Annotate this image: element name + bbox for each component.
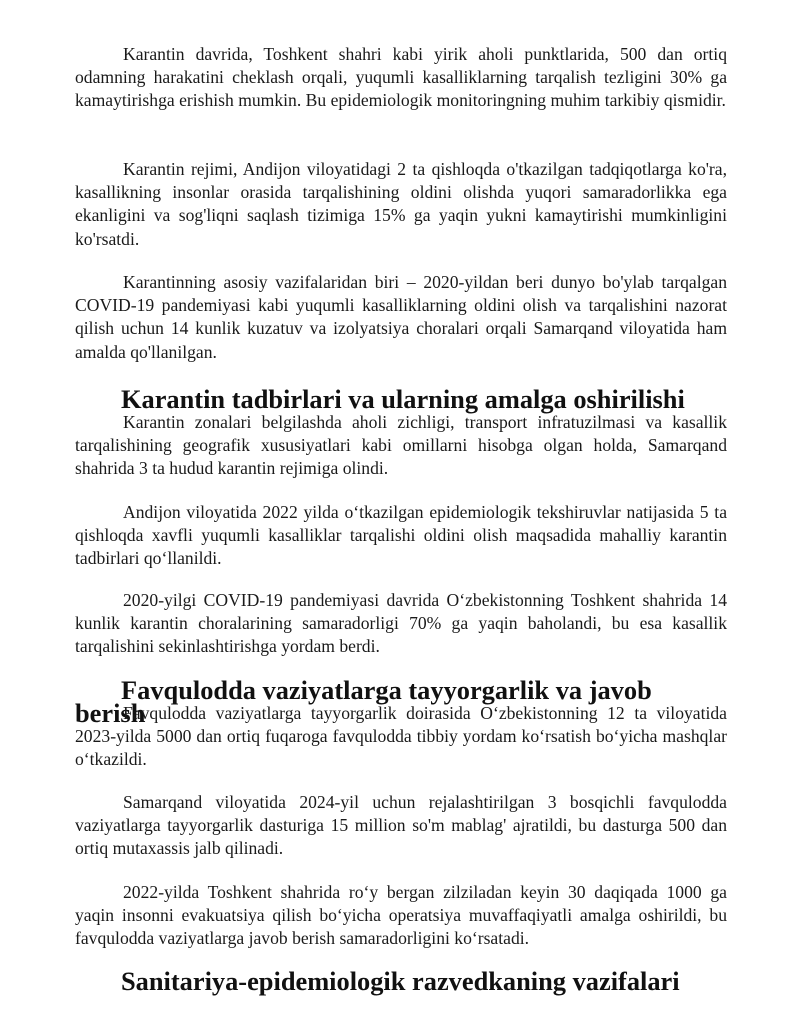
- paragraph-quarantine-covid-samarkand: Karantinning asosiy vazifalaridan biri – 2020-yildan beri dunyo bo'ylab tarqalgan COVID-19 pandemiyasi kabi yuqumli kasalliklarning oldini olish va tarqalishini nazorat qilish uchun 14 kunlik kuzatuv va izolyatsiya choralari orqali Samarqand viloyatida ham amalda qo'llanilgan.: [75, 272, 727, 362]
- paragraph-quarantine-andijan-research: Karantin rejimi, Andijon viloyatidagi 2 ta qishloqda o'tkazilgan tadqiqotlarga ko'ra, kasallikning insonlar orasida tarqalishining oldini olishda yuqori samaradorlikka ega ekanligini va sog'liqni saqlash tizimiga 15% ga yaqin yukni kamaytirishi mumkinligini ko'rsatdi.: [75, 159, 727, 249]
- paragraph-samarkand-program: Samarqand viloyatida 2024-yil uchun rejalashtirilgan 3 bosqichli favqulodda vaziyatlarga tayyorgarlik dasturiga 15 million so'm mablag' ajratildi, bu dasturga 500 dan ortiq mutaxassis jalb qilinadi.: [75, 792, 727, 859]
- paragraph-covid-tashkent: 2020-yilgi COVID-19 pandemiyasi davrida O‘zbekistonning Toshkent shahrida 14 kunlik karantin choralarining samaradorligi 70% ga yaqin baholandi, bu esa kasallik tarqalishini sekinlashtirishga yordam berdi.: [75, 590, 727, 657]
- paragraph-emergency-drills: Favqulodda vaziyatlarga tayyorgarlik doirasida O‘zbekistonning 12 ta viloyatida 2023-yilda 5000 dan ortiq fuqaroga favqulodda tibbiy yordam ko‘rsatish bo‘yicha mashqlar o‘tkazildi.: [75, 703, 727, 770]
- section-heading-quarantine-measures: Karantin tadbirlari va ularning amalga oshirilishi: [121, 384, 685, 414]
- paragraph-quarantine-tashkent: Karantin davrida, Toshkent shahri kabi yirik aholi punktlarida, 500 dan ortiq odamning harakatini cheklash orqali, yuqumli kasalliklarning tarqalish tezligini 30% ga kamaytirishga erishish mumkin. Bu epidemiologik monitoringning muhim tarkibiy qismidir.: [75, 44, 727, 111]
- paragraph-andijan-2022: Andijon viloyatida 2022 yilda o‘tkazilgan epidemiologik tekshiruvlar natijasida 5 ta qishloqda xavfli yuqumli kasalliklar tarqalishi oldini olish maqsadida mahalliy karantin tadbirlari qo‘llanildi.: [75, 502, 727, 569]
- paragraph-earthquake-evacuation: 2022-yilda Toshkent shahrida ro‘y bergan zilziladan keyin 30 daqiqada 1000 ga yaqin insonni evakuatsiya qilish bo‘yicha operatsiya muvaffaqiyatli amalga oshirildi, bu favqulodda vaziyatlarga javob berish samaradorligini ko‘rsatadi.: [75, 882, 727, 949]
- section-heading-emergency-preparedness: Favqulodda vaziyatlarga tayyorgarlik va javob berish: [75, 675, 652, 729]
- paragraph-quarantine-zones: Karantin zonalari belgilashda aholi zichligi, transport infratuzilmasi va kasallik tarqalishining geografik xususiyatlari kabi omillarni hisobga olgan holda, Samarqand shahrida 3 ta hudud karantin rejimiga olindi.: [75, 412, 727, 479]
- section-heading-sanitary-intelligence: Sanitariya-epidemiologik razvedkaning vazifalari: [121, 966, 680, 996]
